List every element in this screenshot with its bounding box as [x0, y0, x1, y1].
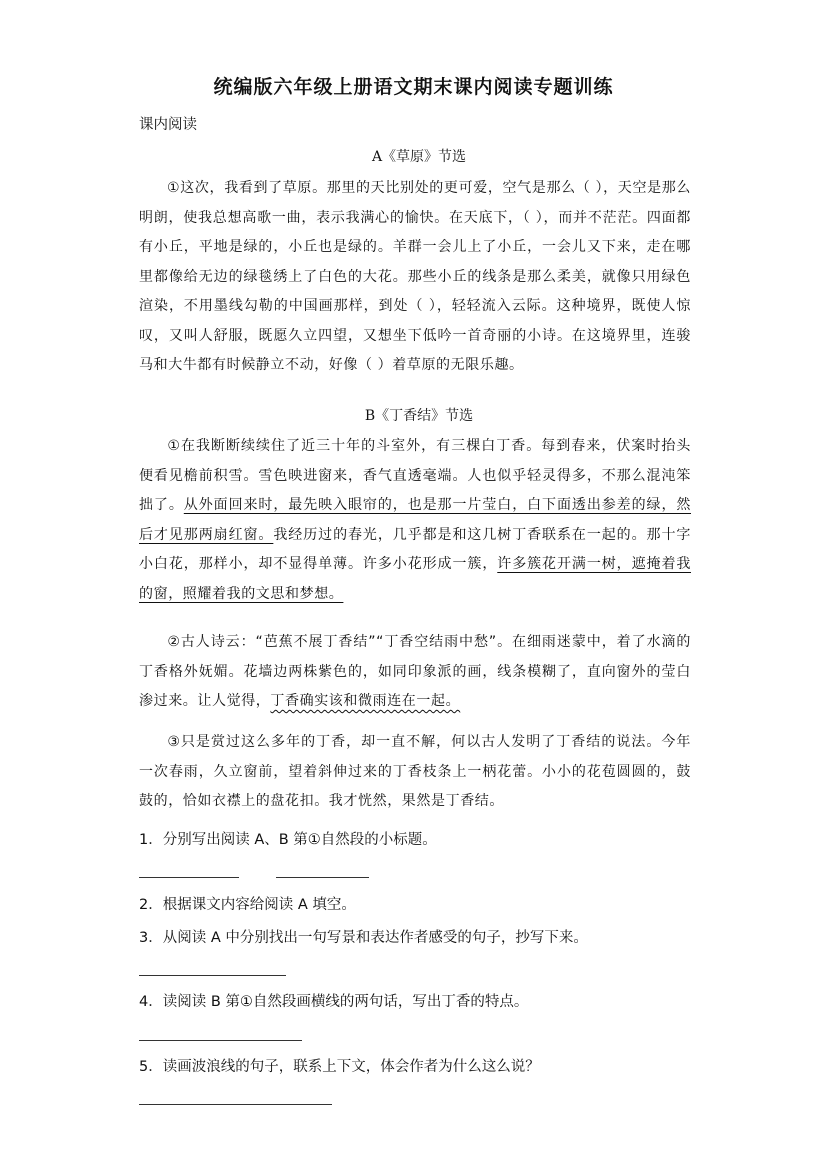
reading-a-paragraph	[139, 174, 691, 381]
answer-line-3[interactable]	[139, 975, 286, 976]
page-title: 统编版六年级上册语文期末课内阅读专题训练	[213, 76, 614, 98]
question-3: 3．从阅读 A 中分别找出一句写景和表达作者感受的句子，抄写下来。	[139, 930, 588, 946]
underlined-sentence-1: 从外面回来时，最先映入眼帘的，也是那一片莹白，白下面透出参差的绿，然后才见那两扇红窗。	[139, 497, 691, 543]
wavy-sentence: 丁香确实该和微雨连在一起。	[270, 693, 461, 709]
reading-a-text: ①这次，我看到了草原。那里的天比别处的更可爱，空气是那么（ ），天空是那么明朗，使我总想高歌一曲，表示我满心的愉快。在天底下，（ ），而并不茫茫。四面都有小丘，平地是绿的，小丘也是绿的。羊群一会儿上了小丘，一会儿又下来，走在哪里都像给无边的绿毯绣上了白色的大花。那些小丘的线条是那么柔美，就像只用绿色渲染，不用墨线勾勒的中国画那样，到处（ ），轻轻流入云际。这种境界，既使人惊叹，又叫人舒服，既愿久立四望，又想坐下低吟一首奇丽的小诗。在这境界里，连骏马和大牛都有时候静立不动，好像（ ）着草原的无限乐趣。	[139, 180, 691, 373]
reading-b-p1-text-2: 我经历过的春光，几乎都是和这几树丁香联系在一起的。那十字小白花，那样小，却不显得单薄。许多小花形成一簇，	[139, 526, 691, 572]
underlined-sentence-2: 许多簇花开满一树，遮掩着我的窗，照耀着我的文思和梦想。	[139, 556, 691, 602]
reading-b-paragraph-3	[139, 728, 691, 817]
section-label: 课内阅读	[139, 117, 197, 133]
answer-line-4[interactable]	[139, 1040, 302, 1041]
reading-b-paragraph-1	[139, 432, 691, 609]
answer-line-5[interactable]	[139, 1104, 332, 1105]
answer-line-1b[interactable]	[276, 877, 369, 878]
reading-b-p3-text: ③只是赏过这么多年的丁香，却一直不解，何以古人发明了丁香结的说法。今年一次春雨，久立窗前，望着斜伸过来的丁香枝条上一柄花蕾。小小的花苞圆圆的，鼓鼓的，恰如衣襟上的盘花扣。我才恍然，果然是丁香结。	[139, 734, 691, 809]
question-1: 1．分别写出阅读 A、B 第①自然段的小标题。	[139, 832, 437, 848]
question-4: 4．读阅读 B 第①自然段画横线的两句话，写出丁香的特点。	[139, 994, 529, 1010]
question-5: 5．读画波浪线的句子，联系上下文，体会作者为什么这么说？	[139, 1059, 540, 1075]
reading-b-p2-text: ②古人诗云：“芭蕉不展丁香结”“丁香空结雨中愁”。在细雨迷蒙中，着了水滴的丁香格外妩媚。花墙边两株紫色的，如同印象派的画，线条模糊了，直向窗外的莹白渗过来。让人觉得，	[139, 634, 691, 709]
reading-b-paragraph-2	[139, 628, 691, 717]
reading-a-heading: A《草原》节选	[371, 149, 467, 165]
reading-b-heading: B《丁香结》节选	[364, 408, 474, 424]
reading-b-p1-text-1: ①在我断断续续住了近三十年的斗室外，有三棵白丁香。每到春来，伏案时抬头便看见檐前积雪。雪色映进窗来，香气直透毫端。人也似乎轻灵得多，不那么混沌笨拙了。	[139, 438, 691, 513]
question-2: 2．根据课文内容给阅读 A 填空。	[139, 897, 356, 913]
answer-line-1a[interactable]	[139, 877, 239, 878]
